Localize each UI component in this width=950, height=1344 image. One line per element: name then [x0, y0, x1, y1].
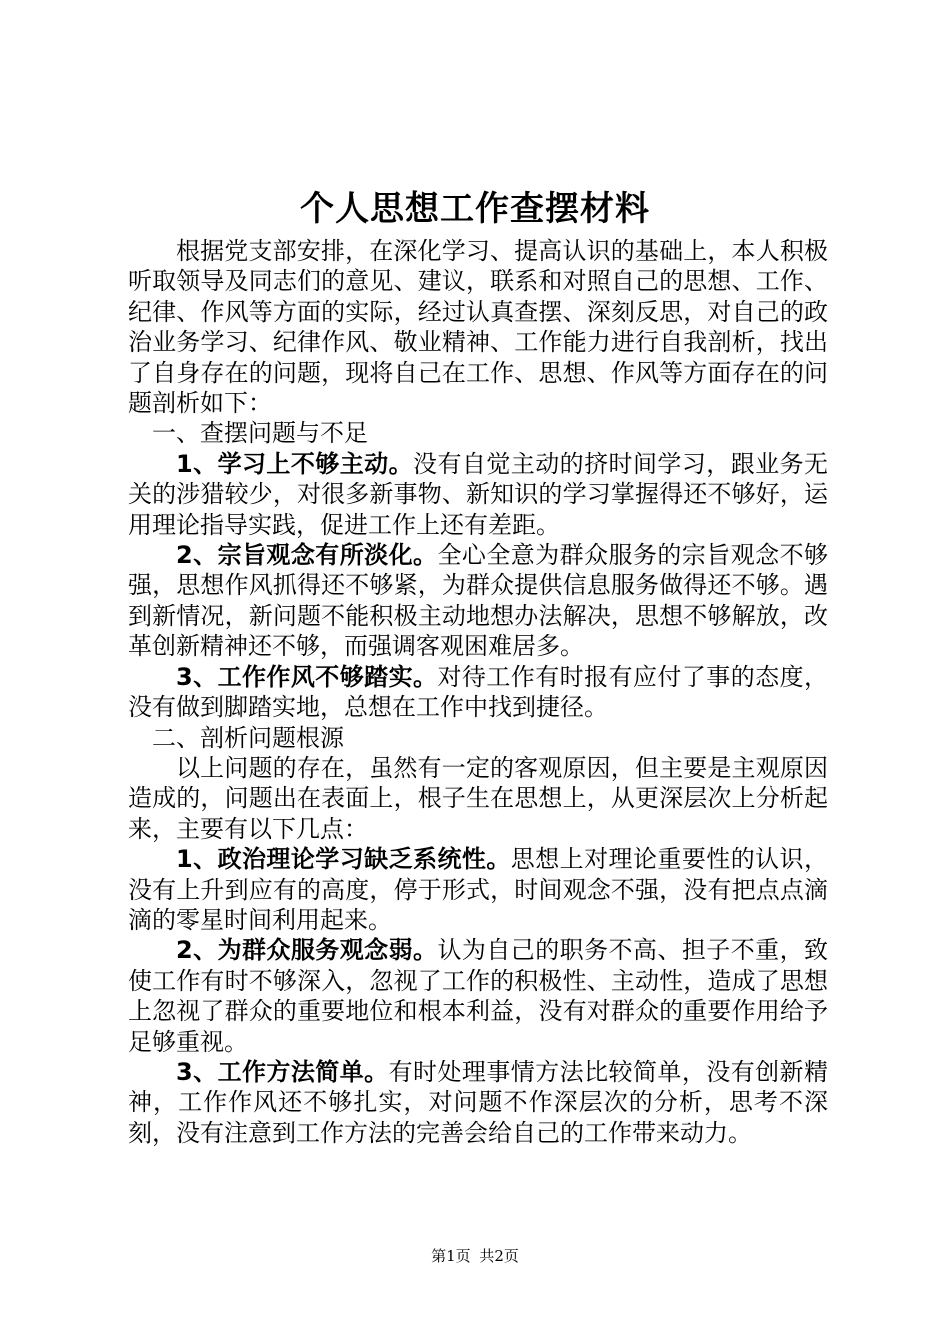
- section1-item-1: [128, 449, 828, 540]
- intro-paragraph: 根据党支部安排，在深化学习、提高认识的基础上，本人积极听取领导及同志们的意见、建议，联系和对照自己的思想、工作、纪律、作风等方面的实际，经过认真查摆、深刻反思，对自己的政治业务学习、纪律作风、敬业精神、工作能力进行自我剖析，找出了自身存在的问题，现将自己在工作、思想、作风等方面存在的问题剖析如下：: [128, 237, 828, 418]
- item-lead: 2、宗旨观念有所淡化。: [176, 541, 438, 570]
- item-lead: 2、为群众服务观念弱。: [176, 936, 438, 965]
- section-heading-1: 一、查摆问题与不足: [152, 419, 368, 448]
- section-heading-2: 二、剖析问题根源: [152, 723, 344, 752]
- document-title: 个人思想工作查摆材料: [300, 189, 650, 229]
- item-lead: 1、学习上不够主动。: [176, 449, 414, 478]
- section2-item-3: [128, 1057, 828, 1148]
- item-text: 没有自觉主动的挤时间学习，跟业务无关的涉猎较少，对很多新事物、新知识的学习掌握得还不够好，运用理论指导实践，促进工作上还有差距。: [128, 449, 828, 539]
- section1-item-2: [128, 540, 828, 662]
- document-body: [128, 236, 828, 1148]
- item-text: 全心全意为群众服务的宗旨观念不够强，思想作风抓得还不够紧，为群众提供信息服务做得还不够。遇到新情况，新问题不能积极主动地想办法解决，思想不够解放，改革创新精神还不够，而强调客观困难居多。: [128, 541, 829, 661]
- item-text: 对待工作有时报有应付了事的态度，没有做到脚踏实地，总想在工作中找到捷径。: [128, 662, 829, 722]
- page-total: 共2页: [479, 1247, 519, 1265]
- section2-item-1: [128, 844, 828, 935]
- section1-item-3: [128, 662, 828, 723]
- item-lead: 3、工作方法简单。: [176, 1057, 389, 1086]
- item-text: 认为自己的职务不高、担子不重，致使工作有时不够深入，忽视了工作的积极性、主动性，造成了思想上忽视了群众的重要地位和根本利益，没有对群众的重要作用给予足够重视。: [128, 936, 829, 1056]
- item-text: 有时处理事情方法比较简单，没有创新精神，工作作风还不够扎实，对问题不作深层次的分析，思考不深刻，没有注意到工作方法的完善会给自己的工作带来动力。: [128, 1057, 828, 1147]
- item-text: 思想上对理论重要性的认识，没有上升到应有的高度，停于形式，时间观念不强，没有把点点滴滴的零星时间利用起来。: [128, 845, 828, 934]
- page-number: 第1页: [431, 1247, 471, 1265]
- item-lead: 1、政治理论学习缺乏系统性。: [176, 845, 511, 874]
- section2-item-2: [128, 935, 828, 1057]
- section2-intro: 以上问题的存在，虽然有一定的客观原因，但主要是主观原因造成的，问题出在表面上，根子生在思想上，从更深层次上分析起来，主要有以下几点：: [128, 753, 828, 843]
- page-footer: [0, 1246, 950, 1266]
- item-lead: 3、工作作风不够踏实。: [176, 662, 438, 691]
